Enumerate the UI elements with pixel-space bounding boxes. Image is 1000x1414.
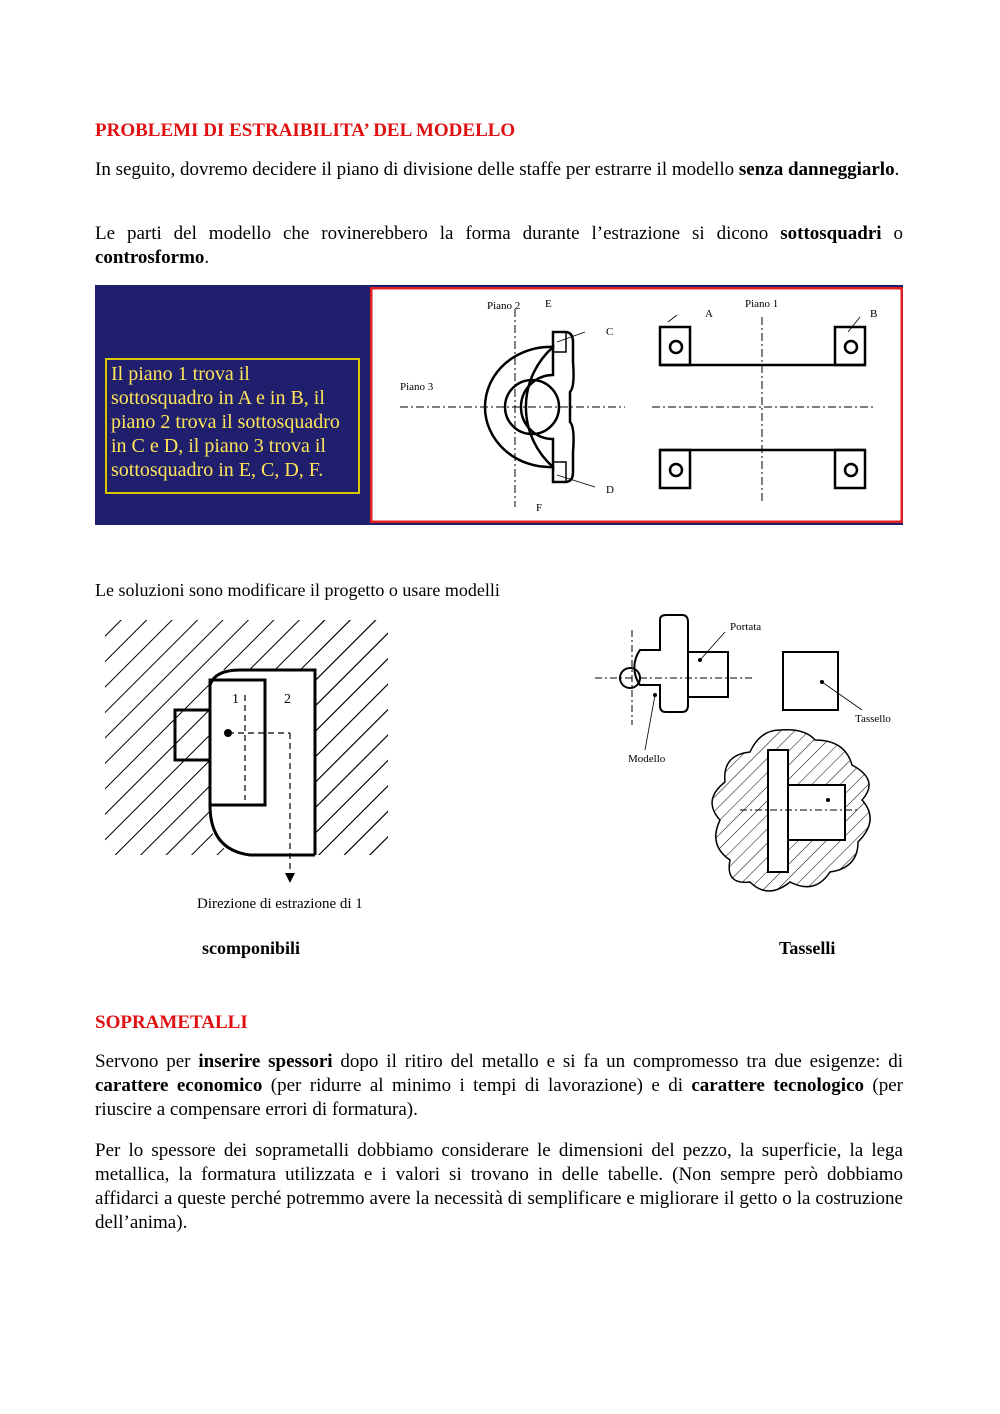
paragraph-sottosquadri: Le parti del modello che rovinerebbero la forma durante l’estrazione si dicono sottosquadri o controsformo.: [95, 223, 904, 268]
label-part-2: 2: [284, 692, 291, 707]
paragraph-piano-divisione: In seguito, dovremo decidere il piano di divisione delle staffe per estrarre il modello senza danneggiarlo.: [95, 159, 900, 180]
extraction-direction-caption: Direzione di estrazione di 1: [197, 896, 363, 912]
undercut-explanation-box: Il piano 1 trova il sottosquadro in A e in B, il piano 2 trova il sottosquadro in C e D, il piano 3 trova il sottosquadro in E, C, D, F.: [105, 358, 360, 494]
label-e: E: [545, 298, 552, 310]
label-a: A: [705, 308, 713, 320]
label-portata: Portata: [730, 621, 762, 633]
caption-scomponibili: scomponibili: [202, 938, 301, 958]
label-c: C: [606, 326, 614, 338]
label-tassello: Tassello: [855, 713, 891, 725]
label-modello: Modello: [628, 753, 666, 765]
solutions-intro: Le soluzioni sono modificare il progetto o usare modelli: [95, 580, 500, 600]
label-piano-2: Piano 2: [487, 300, 521, 312]
label-piano-1: Piano 1: [745, 298, 779, 310]
section-title-soprametalli: SOPRAMETALLI: [95, 1012, 248, 1033]
section-title-estraibilita: PROBLEMI DI ESTRAIBILITA’ DEL MODELLO: [95, 120, 516, 141]
split-pattern-drawing: [100, 615, 400, 925]
paragraph-soprametalli-thickness: Per lo spessore dei soprametalli dobbiamo considerare le dimensioni del pezzo, la superficie, la lega metallica, la formatura utilizzata e i valori si trovano in delle tabelle. (Non sempre però dobbiamo affidarci a queste perché potremmo avere la necessità di semplificare e migliorare il getto o la costruzione dell’anima).: [95, 1140, 903, 1233]
label-b: B: [870, 308, 878, 320]
label-piano-3: Piano 3: [400, 381, 434, 393]
label-d: D: [606, 484, 614, 496]
undercut-figure: [95, 285, 903, 525]
undercut-drawing: [370, 287, 903, 523]
label-f: F: [536, 502, 543, 514]
label-part-1: 1: [232, 692, 239, 707]
paragraph-soprametalli-purpose: Servono per inserire spessori dopo il ritiro del metallo e si fa un compromesso tra due esigenze: di carattere economico (per ridurre al minimo i tempi di lavorazione) e di carattere tecnologico (per riuscire a compensare errori di formatura).: [95, 1051, 904, 1120]
caption-tasselli: Tasselli: [779, 938, 836, 958]
insert-pattern-drawing: [590, 610, 910, 920]
